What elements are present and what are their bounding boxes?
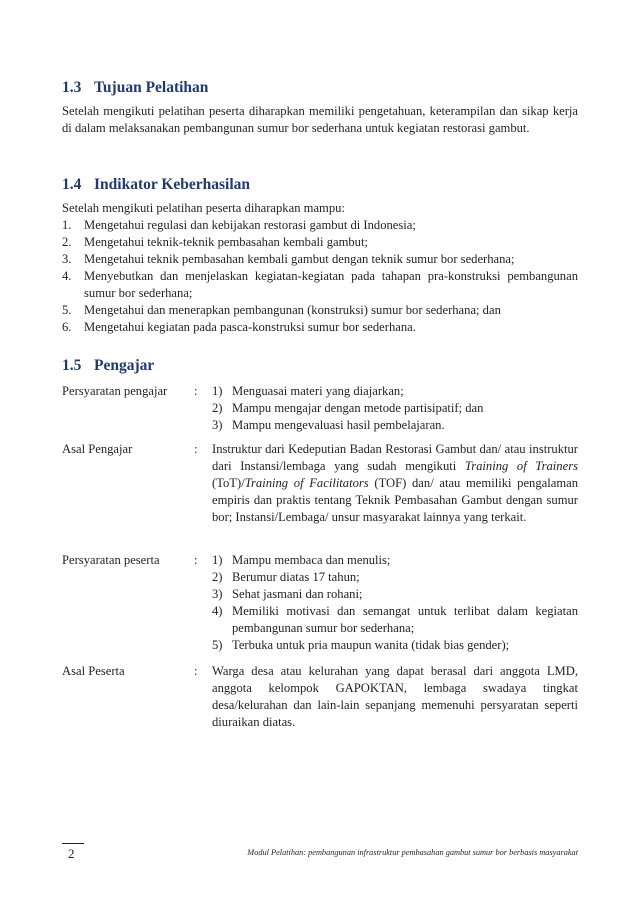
row-content	[212, 383, 578, 434]
section-number: 1.5	[62, 357, 82, 374]
row-label: Persyaratan peserta	[62, 553, 160, 567]
list-item	[62, 251, 578, 268]
list-number: 2)	[212, 570, 223, 584]
list-text: Mengetahui teknik pembasahan kembali gambut dengan teknik sumur bor sederhana;	[84, 252, 515, 266]
section-number: 1.3	[62, 79, 82, 96]
list-number: 4)	[212, 604, 223, 618]
list-number: 6.	[62, 320, 72, 334]
list-text: Berumur diatas 17 tahun;	[232, 570, 360, 584]
list-text: Memiliki motivasi dan semangat untuk terlibat dalam kegiatan pembangunan sumur bor sederhana;	[232, 604, 578, 635]
list-item	[212, 569, 578, 586]
list-text: Mengetahui dan menerapkan pembangunan (konstruksi) sumur bor sederhana; dan	[84, 303, 501, 317]
list-number: 1)	[212, 553, 223, 567]
list-number: 3.	[62, 252, 72, 266]
list-number: 3)	[212, 418, 223, 432]
list-item	[212, 552, 578, 569]
requirement-list	[212, 552, 578, 654]
list-text: Mengetahui kegiatan pada pasca-konstruksi sumur bor sederhana.	[84, 320, 416, 334]
section-title: Indikator Keberhasilan	[94, 176, 251, 193]
row-colon: :	[194, 442, 198, 456]
list-number: 4.	[62, 269, 72, 283]
text-segment: (TOF) dan/ atau memiliki pengalaman empiris dan praktis tentang Teknik Pembasahan Gambut dengan sumur bor; Instansi/Lembaga/ unsur masyarakat lainnya yang terkait.	[212, 476, 578, 524]
row-label: Asal Pengajar	[62, 442, 133, 456]
list-text: Menyebutkan dan menjelaskan kegiatan-kegiatan pada tahapan pra-konstruksi pembangunan sumur bor sederhana;	[84, 269, 578, 300]
list-text: Sehat jasmani dan rohani;	[232, 587, 363, 601]
section-heading-1-5	[62, 357, 154, 375]
list-text: Mengetahui teknik-teknik pembasahan kembali gambut;	[84, 235, 368, 249]
row-content: Warga desa atau kelurahan yang dapat berasal dari anggota LMD, anggota kelompok GAPOKTAN, lembaga swadaya tingkat desa/kelurahan dan lain-lain sepanjang memenuhi persyaratan seperti diuraikan diatas.	[212, 664, 578, 729]
list-item	[212, 383, 578, 400]
italic-term: Training of Facilitators	[244, 476, 369, 490]
list-item	[212, 637, 578, 654]
row-colon: :	[194, 553, 198, 567]
indicator-list	[62, 217, 578, 336]
text-segment: (ToT)/	[212, 476, 245, 490]
list-item	[212, 586, 578, 603]
list-number: 5.	[62, 303, 72, 317]
list-item	[212, 603, 578, 637]
row-label: Persyaratan pengajar	[62, 384, 168, 398]
list-number: 3)	[212, 587, 223, 601]
list-text: Mampu mengevaluasi hasil pembelajaran.	[232, 418, 445, 432]
italic-term: Training of Trainers	[464, 459, 578, 473]
row-content	[212, 441, 578, 526]
list-number: 2.	[62, 235, 72, 249]
section-1-3-paragraph: Setelah mengikuti pelatihan peserta diharapkan memiliki pengetahuan, keterampilan dan sikap kerja di dalam melaksanakan pembangunan sumur bor sederhana untuk kegiatan restorasi gambut.	[62, 104, 578, 135]
list-text: Mengetahui regulasi dan kebijakan restorasi gambut di Indonesia;	[84, 218, 416, 232]
footer-rule	[62, 843, 84, 844]
list-item	[212, 400, 578, 417]
list-item	[62, 217, 578, 234]
list-text: Terbuka untuk pria maupun wanita (tidak bias gender);	[232, 638, 510, 652]
section-heading-1-4	[62, 176, 250, 194]
list-number: 5)	[212, 638, 223, 652]
section-number: 1.4	[62, 176, 82, 193]
row-colon: :	[194, 664, 198, 678]
list-item	[62, 319, 578, 336]
row-label: Asal Peserta	[62, 664, 125, 678]
section-1-4-intro: Setelah mengikuti pelatihan peserta diharapkan mampu:	[62, 201, 345, 215]
list-text: Mampu membaca dan menulis;	[232, 553, 391, 567]
list-number: 1)	[212, 384, 223, 398]
list-text: Menguasai materi yang diajarkan;	[232, 384, 404, 398]
list-item	[62, 268, 578, 302]
footer-text: Modul Pelatihan: pembangunan infrastruktur pembasahan gambut sumur bor berbasis masyarakat	[247, 848, 578, 857]
page-number: 2	[68, 846, 75, 861]
section-title: Pengajar	[94, 357, 155, 374]
list-item	[62, 234, 578, 251]
list-item	[62, 302, 578, 319]
list-number: 2)	[212, 401, 223, 415]
section-title: Tujuan Pelatihan	[94, 79, 209, 96]
row-content	[212, 552, 578, 654]
list-text: Mampu mengajar dengan metode partisipatif; dan	[232, 401, 484, 415]
list-item	[212, 417, 578, 434]
section-heading-1-3	[62, 79, 208, 97]
requirement-list	[212, 383, 578, 434]
list-number: 1.	[62, 218, 72, 232]
text-segment: Instruktur dari Kedeputian Badan Restorasi Gambut dan/ atau instruktur dari Instansi/lembaga yang sudah mengikuti	[212, 442, 578, 473]
row-colon: :	[194, 384, 198, 398]
